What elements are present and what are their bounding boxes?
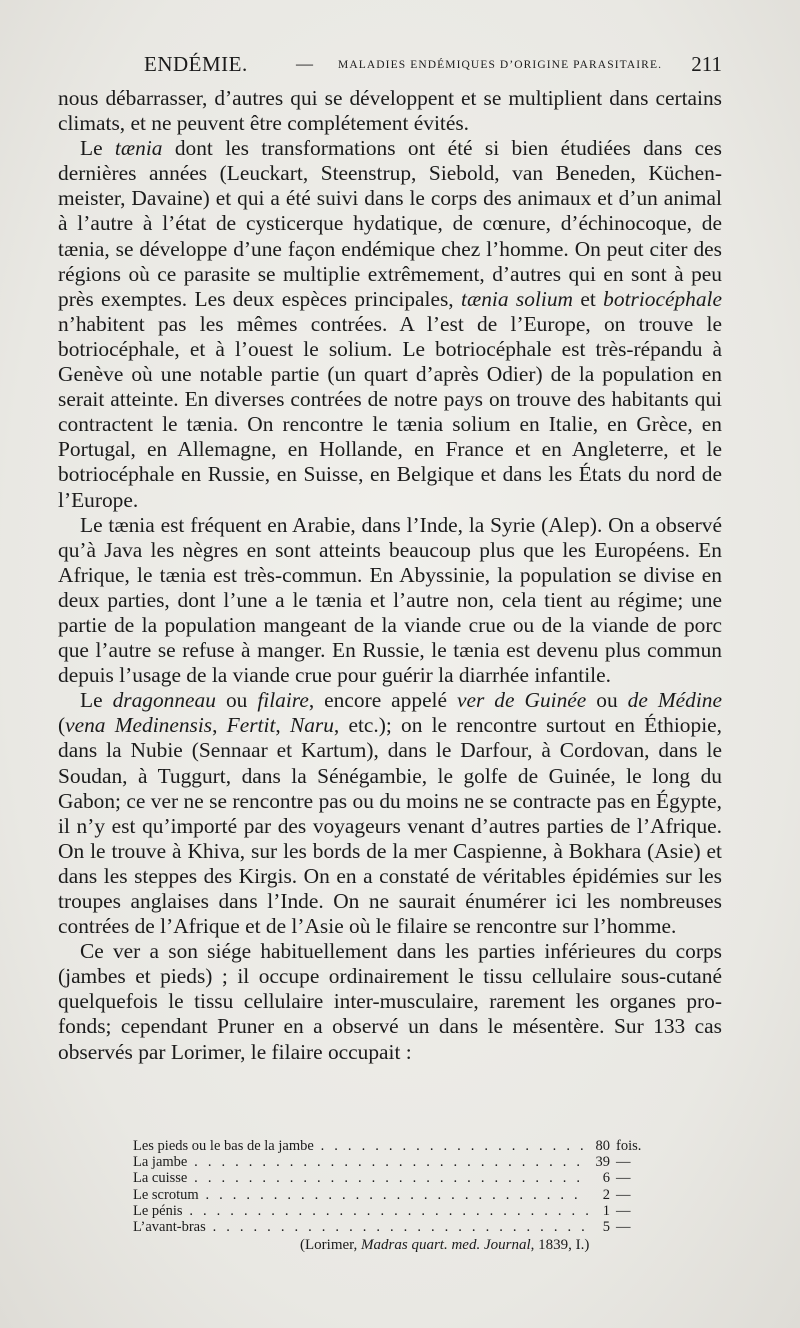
text-run: , etc.); on le rencontre surtout en Éthiopie, dans la Nubie (Sennaar et Kartum), dans le Darfour, à Cordovan, dans le Soudan, à Tuggurt, dans la Sénégambie, le golfe de Guinée, le long du Gabon; ce ver ne se rencontre pas ou du moins ne se contracte pas en Égypte, il n’y est qu’importé par des voyageurs venant d’autres parties de l’Afrique. On le trouve à Khiva, sur les bords de la mer Caspienne, à Bokhara (Asie) et dans les steppes des Kirgis. On en a constaté de véritables épidémies sur les troupes anglaises dans l’Inde. On ne saurait énumérer ici les nombreuses contrées de l’Afrique et de l’Asie où le filaire se rencontre sur l’homme.	[58, 713, 722, 939]
header-dash: —	[296, 54, 313, 73]
table-cell-unit: —	[616, 1186, 631, 1203]
table-row	[133, 1187, 653, 1203]
text-run: Le	[80, 136, 115, 161]
italic-term: tænia solium	[461, 286, 573, 311]
running-subtitle: MALADIES ENDÉMIQUES D’ORIGINE PARASITAIRE.	[338, 59, 663, 71]
italic-term: vena Medinensis	[65, 713, 213, 738]
text-run: ,	[275, 713, 290, 738]
table-cell-site: Les pieds ou le bas de la jambe . . .	[133, 1138, 588, 1154]
table-cell-unit: fois.	[616, 1138, 642, 1154]
body-text	[58, 86, 722, 1065]
italic-term: Naru	[289, 713, 334, 738]
citation-text: , 1839, I.)	[530, 1237, 590, 1253]
italic-term: tænia	[114, 136, 163, 161]
table-cell-count: 39	[595, 1154, 610, 1171]
table-cell-count: 80	[595, 1138, 610, 1154]
table-cell-count: 2	[602, 1186, 610, 1203]
table-cell-site: La jambe . . .	[133, 1154, 588, 1170]
table-cell-site: Le pénis . . .	[133, 1203, 588, 1219]
citation-text: (Lorimer,	[300, 1237, 362, 1253]
text-run: Le	[80, 688, 113, 713]
journal-title: Madras quart. med. Journal	[361, 1237, 531, 1253]
paragraph	[58, 136, 722, 512]
table-row	[133, 1203, 653, 1219]
table-row	[133, 1154, 653, 1170]
table-cell-count: 5	[602, 1218, 610, 1235]
table-cell-site: Le scrotum . . .	[133, 1187, 588, 1203]
text-run: ou	[215, 688, 258, 713]
table-row	[133, 1219, 653, 1235]
table-row	[133, 1170, 653, 1186]
text-run: ,	[212, 713, 227, 738]
paragraph	[58, 939, 722, 1064]
paragraph	[58, 688, 722, 939]
running-title: ENDÉMIE.	[144, 52, 248, 76]
table-cell-unit: —	[616, 1170, 631, 1187]
text-run: Le tænia est fréquent en Arabie, dans l’Inde, la Syrie (Alep). On a observé qu’à Java les nègres en sont atteints beaucoup plus que les Européens. En Afrique, le tænia est très-commun. En Abyssinie, la population se divise en deux parties, dont l’une a le tænia et l’autre non, cela tient au régime; une partie de la population mangeant de la viande crue ou de la viande de porc que l’autre se refuse à manger. En Russie, le tænia est devenu plus commun depuis l’usage de la viande crue pour guérir la diarrhée infantile.	[58, 512, 722, 688]
paragraph	[58, 86, 722, 136]
table-cell-site: L’avant-bras . . .	[133, 1219, 588, 1235]
text-run: Ce ver a son siége habituellement dans les parties inférieures du corps (jambes et pieds) ; il occupe ordinairement le tissu cellulaire sous-cutané quelquefois le tissu cellulaire inter-musculaire, rarement les organes profonds; cependant Pruner en a observé un dans le mésentère. Sur 133 cas observés par Lorimer, le filaire occupait :	[58, 939, 722, 1064]
italic-term: filaire	[257, 688, 309, 713]
text-run: n’habitent pas les mêmes contrées. A l’est de l’Europe, on trouve le botriocéphale, et à l’ouest le solium. Le botriocéphale est très-répandu à Genève où une notable partie (un quart d’après Odier) de la population en serait atteinte. En diverses contrées de notre pays on trouve des habitants qui contractent le tænia. On rencontre le tænia solium en Italie, en Grèce, en Portugal, en Allemagne, en Hollande, en France et en Angleterre, et le botriocéphale en Russie, en Suisse, en Belgique et dans les États du nord de l’Europe.	[58, 311, 722, 512]
table-cell-unit: —	[616, 1202, 631, 1219]
table-citation	[300, 1237, 589, 1254]
text-run: , encore appelé	[308, 688, 457, 713]
italic-term: de Médine	[627, 688, 722, 713]
paragraph	[58, 513, 722, 689]
table-cell-unit: —	[616, 1218, 631, 1235]
table-cell-count: 1	[602, 1202, 610, 1219]
italic-term: ver de Guinée	[457, 688, 587, 713]
table-row	[133, 1138, 653, 1154]
text-run: dont les transformations ont été si bien étudiées dans ces dernières années (Leuckart, Steenstrup, Siebold, van Beneden, Küchenmeister, Davaine) et qui a été suivi dans le corps des animaux et d’un animal à l’autre à l’état de cysticerque hydatique, de cœnure, d’échinocoque, de tænia, se développe d’une façon endémique chez l’homme. On peut citer des régions où ce parasite se multiplie extrêmement, d’autres qui en sont à peu près exemptes. Les deux espèces principales,	[58, 136, 722, 311]
table-cell-unit: —	[616, 1154, 631, 1171]
text-run: et	[572, 286, 604, 311]
italic-term: Fertit	[226, 713, 276, 738]
italic-term: botriocéphale	[603, 286, 722, 311]
page-number: 211	[691, 52, 722, 76]
filaire-location-table	[133, 1138, 653, 1235]
running-header	[58, 50, 722, 80]
table-cell-site: La cuisse . . .	[133, 1170, 588, 1186]
text-run: nous débarrasser, d’autres qui se développent et se multiplient dans certains climats, et ne peuvent être complétement évités.	[58, 86, 722, 136]
text-run: (	[58, 713, 66, 738]
text-run: ou	[586, 688, 628, 713]
table-cell-count: 6	[602, 1170, 610, 1187]
italic-term: dragonneau	[112, 688, 216, 713]
